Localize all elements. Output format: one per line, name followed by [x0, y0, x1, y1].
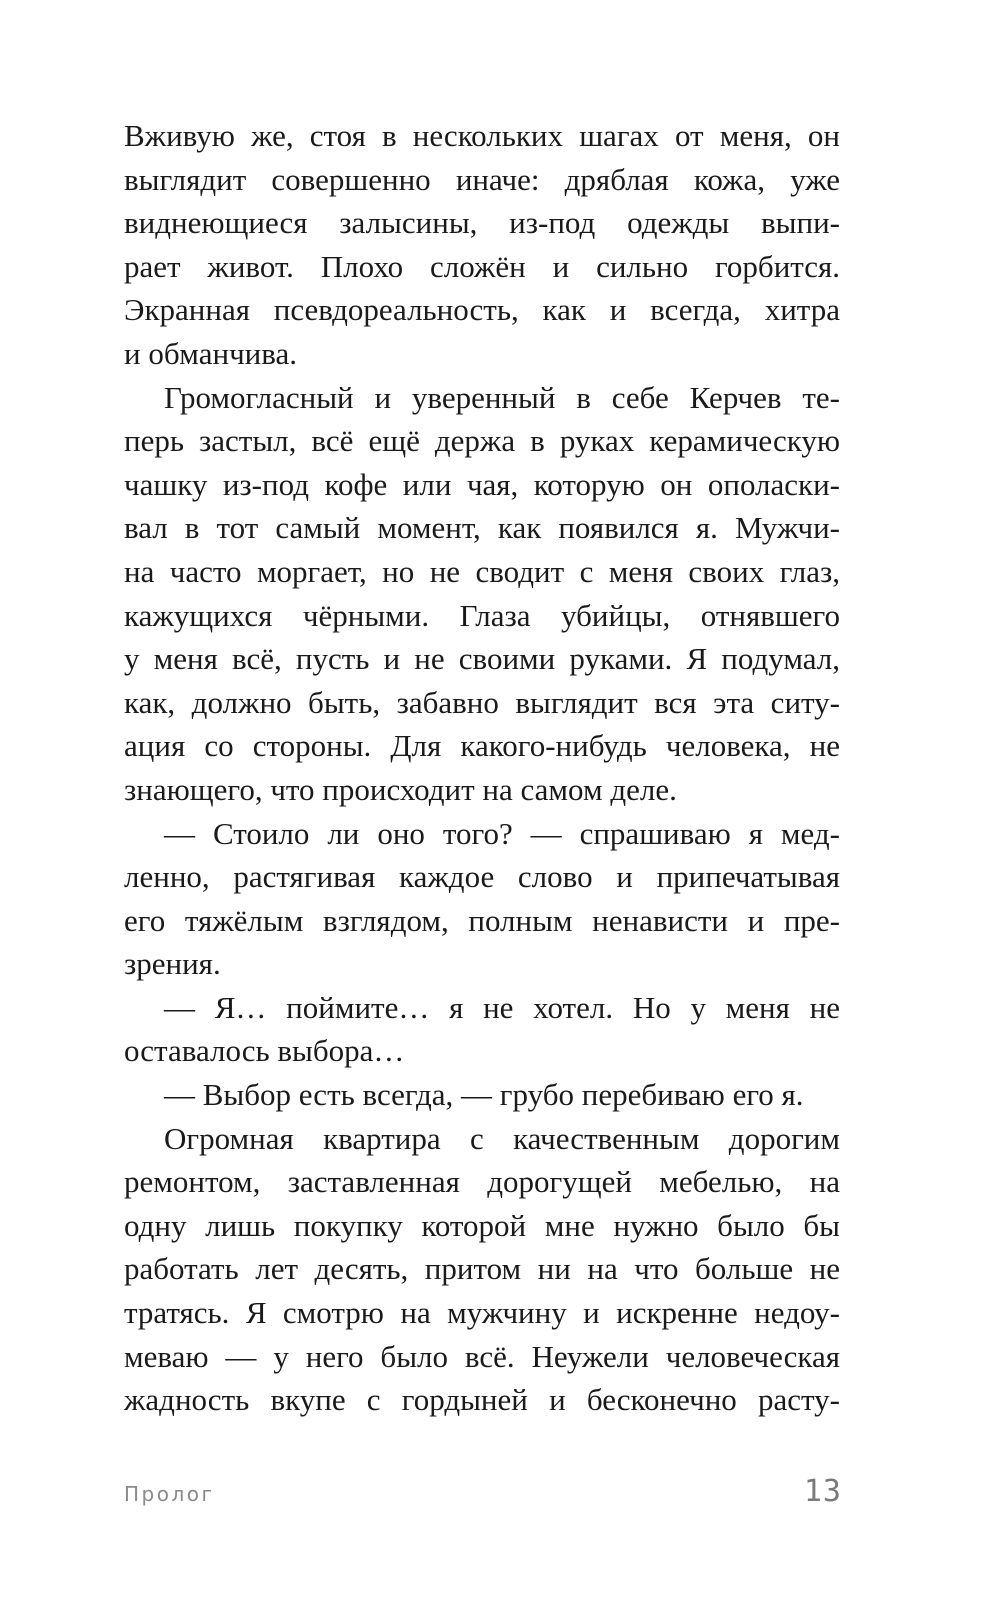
text-line: — Выбор есть всегда, — грубо перебиваю его я.: [164, 1077, 804, 1113]
text-line: у меня всё, пусть и не своими руками. Я подумал,: [124, 641, 840, 677]
text-line: ремонтом, заставленная дорогущей мебелью, на: [124, 1164, 840, 1200]
text-line: выглядит совершенно иначе: дряблая кожа, уже: [124, 161, 840, 197]
text-line: ленно, растягивая каждое слово и припечатывая: [124, 859, 840, 895]
text-line: виднеющиеся залысины, из-под одежды выпи-: [124, 205, 840, 241]
text-line: Громогласный и уверенный в себе Керчев те-: [164, 379, 840, 415]
running-footer-title: Пролог: [124, 1482, 215, 1506]
text-line: одну лишь покупку которой мне нужно было бы: [124, 1207, 840, 1243]
text-line: — Стоило ли оно того? — спрашиваю я мед-: [164, 815, 840, 851]
text-line: — Я… поймите… я не хотел. Но у меня не: [164, 989, 840, 1025]
text-line: меваю — у него было всё. Неужели человеческая: [124, 1338, 840, 1374]
text-line: и обманчива.: [124, 335, 297, 371]
text-line: зрения.: [124, 946, 221, 982]
text-line: оставалось выбора…: [124, 1033, 405, 1069]
text-line: чашку из-под кофе или чая, которую он ополаски-: [124, 466, 840, 502]
text-line: кажущихся чёрными. Глаза убийцы, отнявшего: [124, 597, 840, 633]
text-line: тратясь. Я смотрю на мужчину и искренне недоу-: [124, 1295, 840, 1331]
text-line: на часто моргает, но не сводит с меня своих глаз,: [124, 553, 840, 589]
text-line: знающего, что происходит на самом деле.: [124, 771, 677, 807]
text-line: вал в тот самый момент, как появился я. Мужчи-: [124, 510, 840, 546]
text-line: Экранная псевдореальность, как и всегда, хитра: [124, 292, 840, 328]
text-line: жадность вкупе с гордыней и бесконечно расту-: [124, 1382, 840, 1418]
text-line: его тяжёлым взглядом, полным ненависти и пре-: [124, 902, 840, 938]
text-line: Огромная квартира с качественным дорогим: [164, 1120, 840, 1156]
page-number: 13: [803, 1474, 842, 1509]
body-text: [124, 114, 840, 1422]
text-line: рает живот. Плохо сложён и сильно горбится.: [124, 248, 840, 284]
text-line: перь застыл, всё ещё держа в руках керамическую: [124, 423, 840, 459]
text-line: работать лет десять, притом ни на что больше не: [124, 1251, 840, 1287]
text-line: Вживую же, стоя в нескольких шагах от меня, он: [124, 118, 840, 153]
text-line: как, должно быть, забавно выглядит вся эта ситу-: [124, 684, 840, 720]
text-line: ация со стороны. Для какого-нибудь человека, не: [124, 728, 840, 764]
